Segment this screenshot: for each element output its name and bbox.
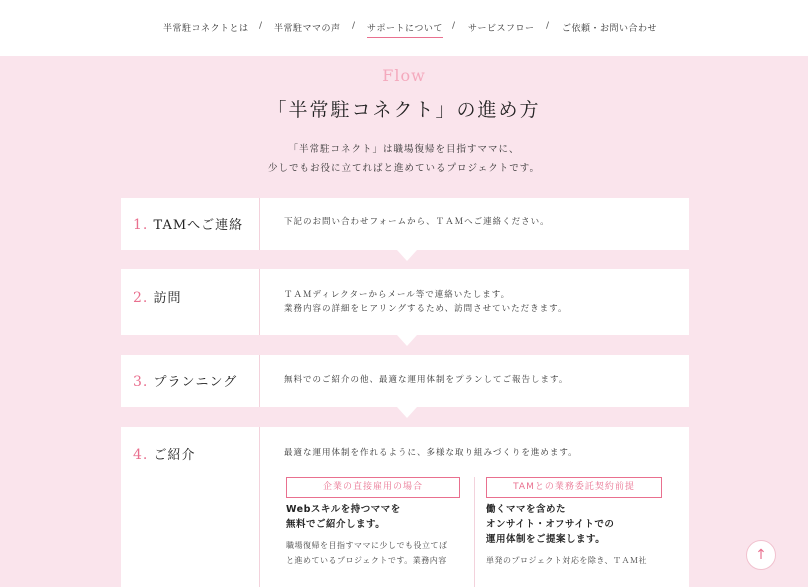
step-number: 4. — [133, 447, 149, 463]
nav-separator: / — [259, 21, 263, 31]
step-divider — [259, 198, 260, 250]
step-title — [133, 444, 196, 463]
step-description: 無料でのご紹介の他、最適な運用体制をプランしてご報告します。 — [284, 375, 569, 385]
flow-step-4 — [121, 427, 689, 587]
step-title — [133, 287, 182, 306]
step-description: 最適な運用体制を作れるように、多様な取り組みづくりを進めます。 — [284, 448, 578, 458]
step-description: 下記のお問い合わせフォームから、ＴＡＭへご連絡ください。 — [284, 217, 550, 227]
step-divider — [259, 427, 260, 587]
intro-text-line-2: 少しでもお役に立てればと進めているプロジェクトです。 — [267, 163, 541, 174]
step-title — [133, 214, 243, 233]
step-title-text: TAMへご連絡 — [153, 218, 244, 233]
option-label-direct-hire: 企業の直接雇用の場合 — [286, 477, 460, 498]
step-arrow — [397, 335, 417, 346]
option-divider — [474, 477, 475, 587]
step-number: 1. — [133, 217, 149, 233]
step-divider — [259, 269, 260, 335]
step-title-text: ご紹介 — [153, 448, 196, 463]
flow-step-2 — [121, 269, 689, 335]
nav-item-service-flow[interactable]: サービスフロー — [468, 24, 535, 34]
step-number: 2. — [133, 290, 149, 306]
option-text-outsourcing: 単発のプロジェクト対応を除き、ＴＡＭ社 — [486, 556, 648, 565]
step-arrow — [397, 407, 417, 418]
step-description-line-2: 業務内容の詳細をヒアリングするため、訪問させていただきます。 — [284, 304, 568, 314]
step-arrow — [397, 250, 417, 261]
nav-separator: / — [452, 21, 456, 31]
nav-item-about[interactable]: 半常駐コネクトとは — [163, 24, 249, 34]
intro-text-line-1: 「半常駐コネクト」は職場復帰を目指すママに、 — [288, 144, 520, 155]
page-title: 「半常駐コネクト」の進め方 — [267, 99, 541, 121]
option-text-direct-hire: 職場復帰を目指すママに少しでも役立てば と進めているプロジェクトです。業務内容 — [286, 541, 448, 565]
step-description-line-1: ＴＡＭディレクターからメール等で連絡いたします。 — [284, 290, 511, 300]
nav-separator: / — [546, 21, 550, 31]
top-navigation — [0, 0, 808, 56]
step-title — [133, 371, 237, 390]
option-heading-outsourcing: 働くママを含めた オンサイト・オフサイトでの 運用体制をご提案します。 — [486, 504, 615, 545]
step-number: 3. — [133, 374, 149, 390]
nav-item-voices[interactable]: 半常駐ママの声 — [274, 24, 341, 34]
option-heading-direct-hire: Webスキルを持つママを 無料でご紹介します。 — [286, 504, 401, 530]
nav-item-contact[interactable]: ご依頼・お問い合わせ — [562, 24, 658, 34]
step-title-text: 訪問 — [153, 291, 182, 306]
section-eyebrow: Flow — [382, 66, 426, 85]
back-to-top-button[interactable]: ↑ — [746, 540, 776, 570]
nav-separator: / — [352, 21, 356, 31]
nav-item-support[interactable]: サポートについて — [367, 21, 443, 38]
step-title-text: プランニング — [153, 375, 238, 390]
option-label-outsourcing: TAMとの業務委託契約前提 — [486, 477, 662, 498]
flow-step-3 — [121, 355, 689, 407]
step-divider — [259, 355, 260, 407]
flow-step-1 — [121, 198, 689, 250]
